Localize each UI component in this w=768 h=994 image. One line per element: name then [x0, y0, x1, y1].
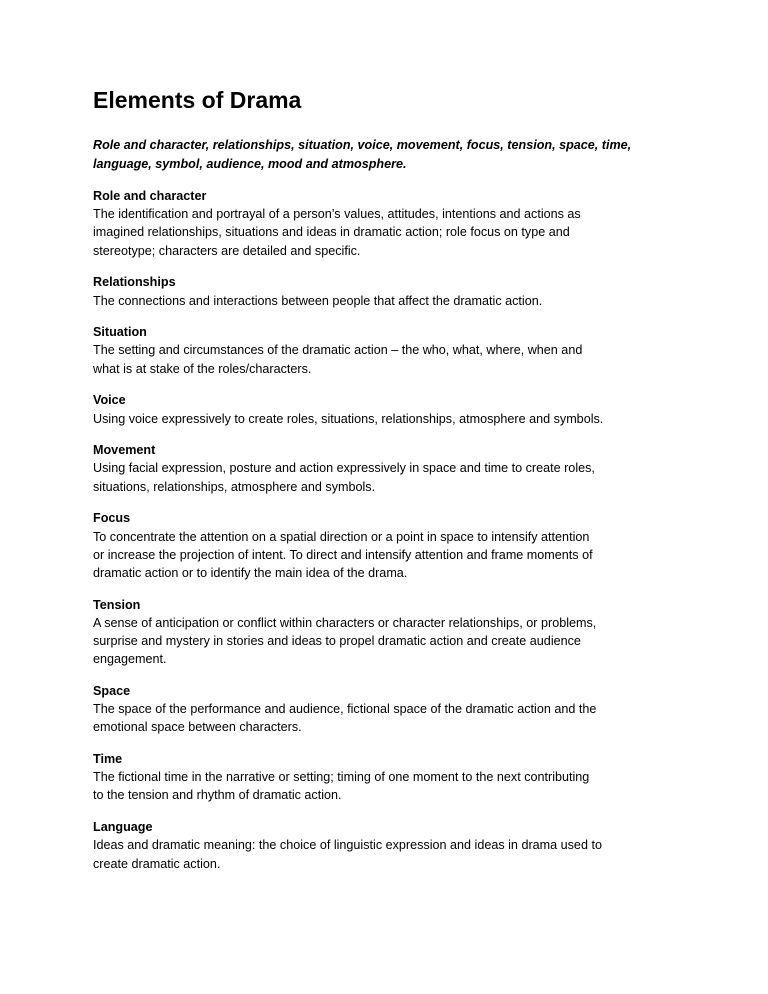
section-text-line: imagined relationships, situations and ideas in dramatic action; role focus on type and: [93, 225, 570, 240]
section-heading: Focus: [93, 511, 131, 526]
section-focus: [93, 509, 693, 582]
section-text-line: to the tension and rhythm of dramatic action.: [93, 788, 342, 803]
intro-line: language, symbol, audience, mood and atmosphere.: [93, 157, 407, 171]
section-voice: [93, 391, 693, 427]
section-heading: Movement: [93, 443, 156, 458]
section-text-line: To concentrate the attention on a spatial direction or a point in space to intensify attention: [93, 529, 590, 544]
sections: [93, 187, 693, 873]
section-heading: Time: [93, 752, 123, 767]
section-text-line: The identification and portrayal of a person’s values, attitudes, intentions and actions as: [93, 207, 581, 222]
section-text-line: dramatic action or to identify the main idea of the drama.: [93, 565, 408, 580]
section-heading: Situation: [93, 325, 147, 340]
section-text-line: The space of the performance and audience, fictional space of the dramatic action and the: [93, 702, 597, 717]
section-space: [93, 682, 693, 737]
section-text-line: stereotype; characters are detailed and specific.: [93, 243, 361, 258]
document-page: [93, 86, 693, 886]
section-text-line: The connections and interactions between people that affect the dramatic action.: [93, 293, 543, 308]
page-title: Elements of Drama: [93, 87, 302, 113]
section-text-line: A sense of anticipation or conflict within characters or character relationships, or problems,: [93, 615, 597, 630]
section-text-line: The fictional time in the narrative or setting; timing of one moment to the next contributing: [93, 770, 590, 785]
section-heading: Tension: [93, 597, 141, 612]
section-text-line: Using facial expression, posture and action expressively in space and time to create roles,: [93, 461, 595, 476]
intro-line: Role and character, relationships, situation, voice, movement, focus, tension, space, time,: [93, 138, 632, 152]
section-text-line: emotional space between characters.: [93, 720, 302, 735]
section-relationships: [93, 273, 693, 309]
section-heading: Space: [93, 683, 131, 698]
section-role-and-character: [93, 187, 693, 260]
section-heading: Relationships: [93, 275, 176, 290]
section-tension: [93, 596, 693, 669]
section-text-line: create dramatic action.: [93, 856, 221, 871]
section-text-line: The setting and circumstances of the dramatic action – the who, what, where, when and: [93, 343, 583, 358]
section-heading: Role and character: [93, 189, 207, 203]
section-situation: [93, 323, 693, 378]
section-text-line: what is at stake of the roles/characters.: [93, 361, 312, 376]
intro-list: [93, 136, 693, 174]
section-movement: [93, 441, 693, 496]
section-text-line: or increase the projection of intent. To direct and intensify attention and frame moments of: [93, 547, 593, 562]
section-text-line: situations, relationships, atmosphere and symbols.: [93, 479, 376, 494]
section-heading: Voice: [93, 393, 126, 408]
section-text-line: Ideas and dramatic meaning: the choice of linguistic expression and ideas in drama used to: [93, 838, 602, 853]
section-heading: Language: [93, 820, 153, 835]
section-text-line: Using voice expressively to create roles, situations, relationships, atmosphere and symbols.: [93, 411, 604, 426]
section-language: [93, 818, 693, 873]
section-text-line: engagement.: [93, 652, 167, 667]
section-text-line: surprise and mystery in stories and ideas to propel dramatic action and create audience: [93, 634, 581, 649]
section-time: [93, 750, 693, 805]
